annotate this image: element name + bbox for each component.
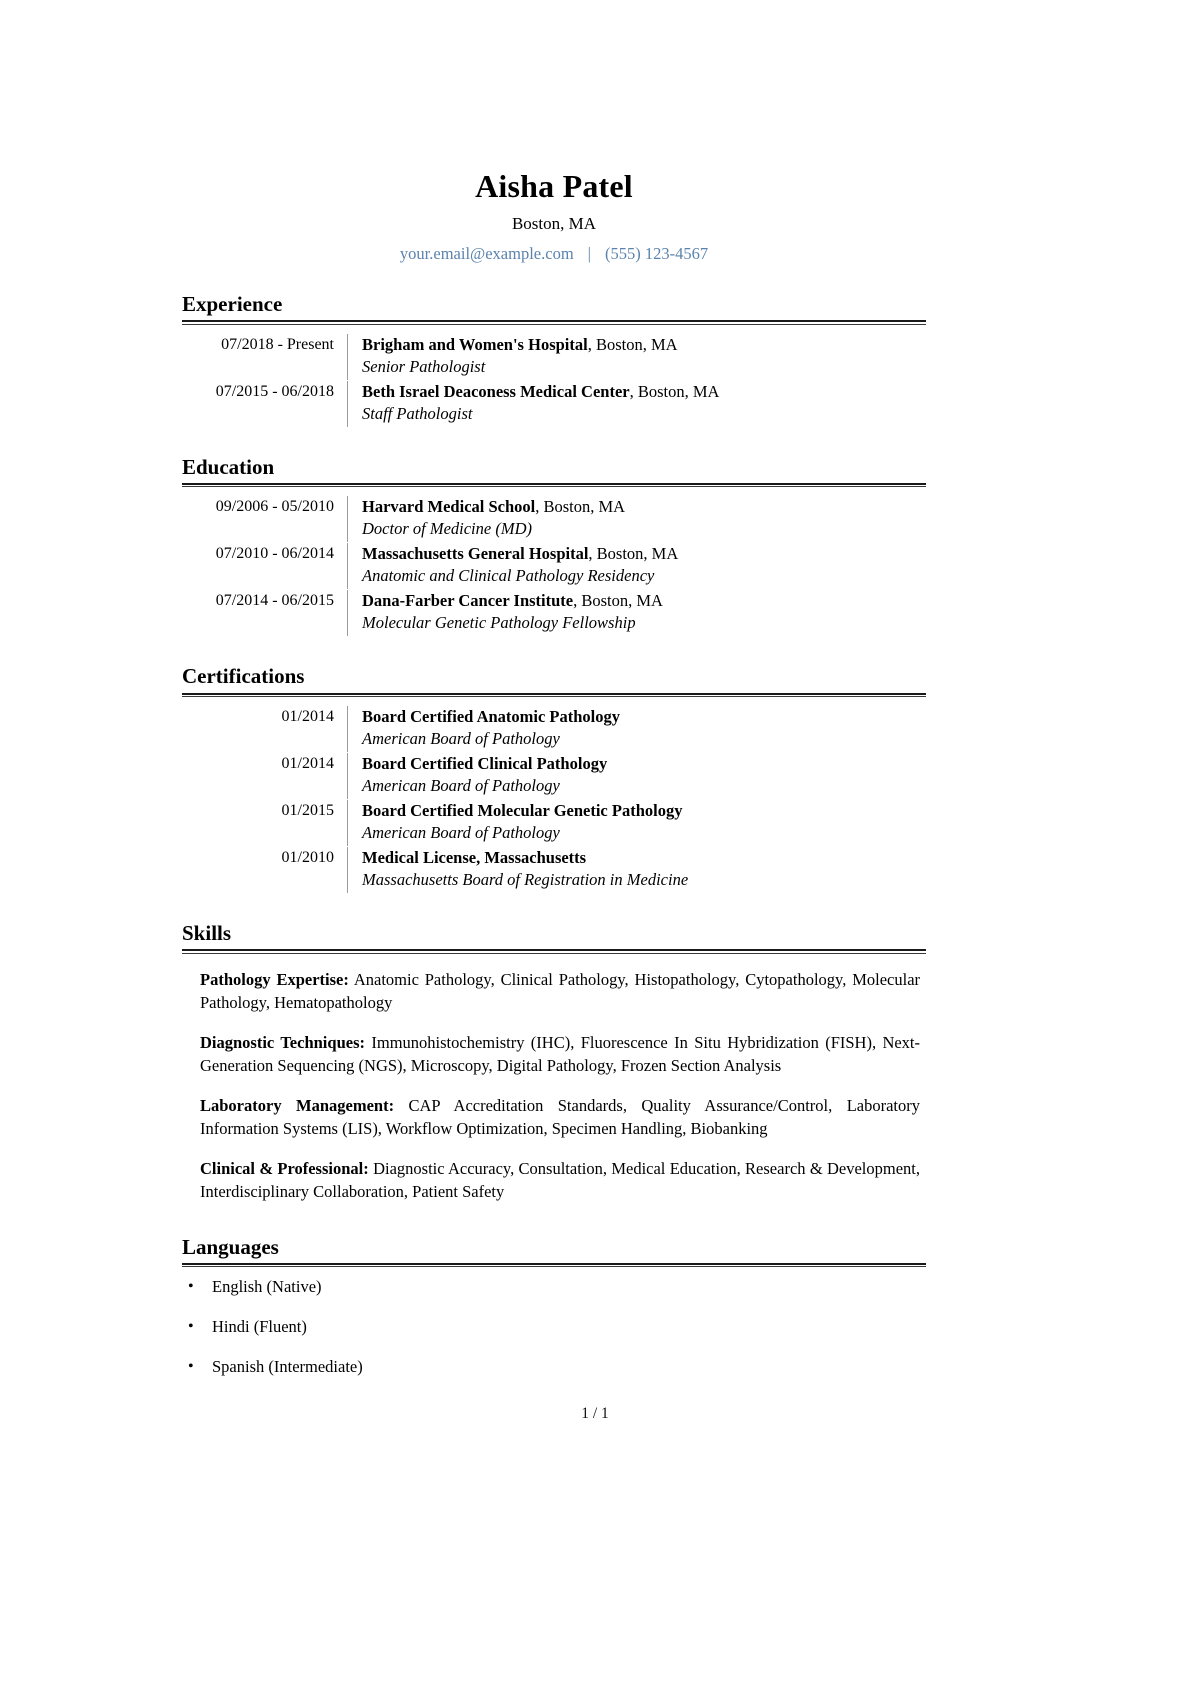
page-footer: [0, 1405, 1190, 1423]
entry-body: [347, 590, 926, 636]
bullet-icon: •: [188, 1358, 194, 1376]
certification-entry: [182, 847, 926, 893]
candidate-location: Boston, MA: [511, 213, 597, 233]
page-indicator: 1 / 1: [581, 1405, 609, 1422]
entry-subtitle: Anatomic and Clinical Pathology Residency: [362, 566, 655, 586]
entry-organization: Board Certified Molecular Genetic Pathology: [362, 801, 683, 821]
entry-date: 07/2015 - 06/2018: [215, 382, 334, 400]
section-experience: [182, 292, 926, 427]
skill-group-label: Clinical & Professional:: [200, 1158, 369, 1178]
entry-subtitle: American Board of Pathology: [362, 729, 560, 749]
resume-header: [182, 0, 926, 264]
certification-entry: [182, 706, 926, 752]
section-rule: [182, 320, 926, 325]
skill-group-items: Diagnostic Accuracy, Consultation, Medical Education, Research & Development, Interdisciplinary Collaboration, Patient Safety: [200, 1158, 920, 1201]
section-title-certifications: Certifications: [182, 664, 305, 689]
section-skills: [182, 921, 926, 1203]
entry-body: [347, 847, 926, 893]
education-entry: [182, 543, 926, 589]
skill-group: [182, 1031, 926, 1077]
experience-entry: [182, 381, 926, 427]
entry-organization: Brigham and Women's Hospital: [362, 334, 588, 354]
resume-content: [182, 0, 926, 1378]
skill-group-items: Anatomic Pathology, Clinical Pathology, Histopathology, Cytopathology, Molecular Pathology, Hematopathology: [200, 969, 921, 1012]
skill-group-label: Pathology Expertise:: [200, 969, 349, 989]
education-entry: [182, 590, 926, 636]
entry-location: , Boston, MA: [535, 497, 626, 517]
bullet-icon: •: [188, 1318, 194, 1336]
skill-group-label: Laboratory Management:: [200, 1095, 395, 1115]
entry-date: 07/2018 - Present: [221, 335, 334, 353]
entry-heading: [362, 847, 926, 869]
skill-group: [182, 1157, 926, 1203]
section-certifications: [182, 664, 926, 893]
entry-heading: [362, 543, 926, 565]
entry-organization: Board Certified Anatomic Pathology: [362, 707, 621, 727]
entry-subtitle: Senior Pathologist: [362, 356, 486, 376]
section-title-experience: Experience: [182, 291, 283, 316]
entry-organization: Medical License, Massachusetts: [362, 848, 587, 868]
phone-link[interactable]: (555) 123-4567: [604, 244, 709, 264]
list-item: [182, 1276, 926, 1316]
entry-heading: [362, 706, 926, 728]
entry-subtitle: American Board of Pathology: [362, 823, 560, 843]
entry-date: 01/2014: [281, 755, 334, 773]
bullet-icon: •: [188, 1278, 194, 1296]
entry-date: 07/2014 - 06/2015: [215, 592, 334, 610]
entry-organization: Massachusetts General Hospital: [362, 544, 589, 564]
language-label: Spanish (Intermediate): [212, 1357, 363, 1377]
email-link[interactable]: your.email@example.com: [399, 244, 574, 264]
section-title-skills: Skills: [182, 921, 232, 946]
entry-date: 01/2010: [281, 849, 334, 867]
entry-body: [347, 800, 926, 846]
entry-body: [347, 543, 926, 589]
entry-organization: Dana-Farber Cancer Institute: [362, 591, 574, 611]
entry-body: [347, 334, 926, 380]
section-rule: [182, 1263, 926, 1268]
entry-location: , Boston, MA: [587, 334, 678, 354]
entry-heading: [362, 381, 926, 403]
entry-location: , Boston, MA: [588, 544, 679, 564]
experience-entry: [182, 334, 926, 380]
entry-location: , Boston, MA: [629, 381, 720, 401]
entry-organization: Beth Israel Deaconess Medical Center: [362, 381, 630, 401]
section-rule: [182, 483, 926, 488]
list-item: [182, 1316, 926, 1356]
entry-subtitle: Massachusetts Board of Registration in Medicine: [362, 870, 689, 890]
section-languages: [182, 1235, 926, 1379]
entry-location: , Boston, MA: [573, 591, 663, 611]
candidate-name: Aisha Patel: [475, 168, 633, 204]
entry-heading: [362, 334, 926, 356]
entry-heading: [362, 590, 926, 612]
certification-entry: [182, 753, 926, 799]
entry-heading: [362, 753, 926, 775]
contact-separator: |: [587, 244, 591, 264]
entry-subtitle: American Board of Pathology: [362, 776, 560, 796]
entry-heading: [362, 800, 926, 822]
language-label: English (Native): [212, 1277, 322, 1297]
entry-heading: [362, 496, 926, 518]
education-entry: [182, 496, 926, 542]
entry-date: 01/2014: [281, 708, 334, 726]
section-rule: [182, 949, 926, 954]
entry-subtitle: Staff Pathologist: [362, 403, 473, 423]
language-list: [182, 1276, 926, 1378]
entry-body: [347, 496, 926, 542]
entry-subtitle: Doctor of Medicine (MD): [362, 519, 532, 539]
certification-entry: [182, 800, 926, 846]
entry-date: 07/2010 - 06/2014: [215, 545, 334, 563]
skill-group-items: CAP Accreditation Standards, Quality Assurance/Control, Laboratory Information Systems (LIS), Workflow Optimization, Specimen Handling, Biobanking: [200, 1095, 920, 1138]
section-education: [182, 455, 926, 637]
list-item: [182, 1356, 926, 1378]
entry-date: 09/2006 - 05/2010: [215, 498, 334, 516]
entry-body: [347, 753, 926, 799]
language-label: Hindi (Fluent): [212, 1317, 307, 1337]
section-title-languages: Languages: [182, 1234, 279, 1259]
skill-group: [182, 968, 926, 1014]
entry-date: 01/2015: [281, 802, 334, 820]
entry-body: [347, 706, 926, 752]
skill-group: [182, 1094, 926, 1140]
entry-organization: Harvard Medical School: [362, 497, 536, 517]
skill-group-items: Immunohistochemistry (IHC), Fluorescence In Situ Hybridization (FISH), Next-Generation Sequencing (NGS), Microscopy, Digital Pathology, Frozen Section Analysis: [200, 1032, 921, 1075]
skill-group-label: Diagnostic Techniques:: [200, 1032, 365, 1052]
section-rule: [182, 693, 926, 698]
entry-organization: Board Certified Clinical Pathology: [362, 754, 608, 774]
entry-body: [347, 381, 926, 427]
contact-line: [182, 244, 926, 264]
entry-subtitle: Molecular Genetic Pathology Fellowship: [362, 613, 636, 633]
section-title-education: Education: [182, 454, 275, 479]
